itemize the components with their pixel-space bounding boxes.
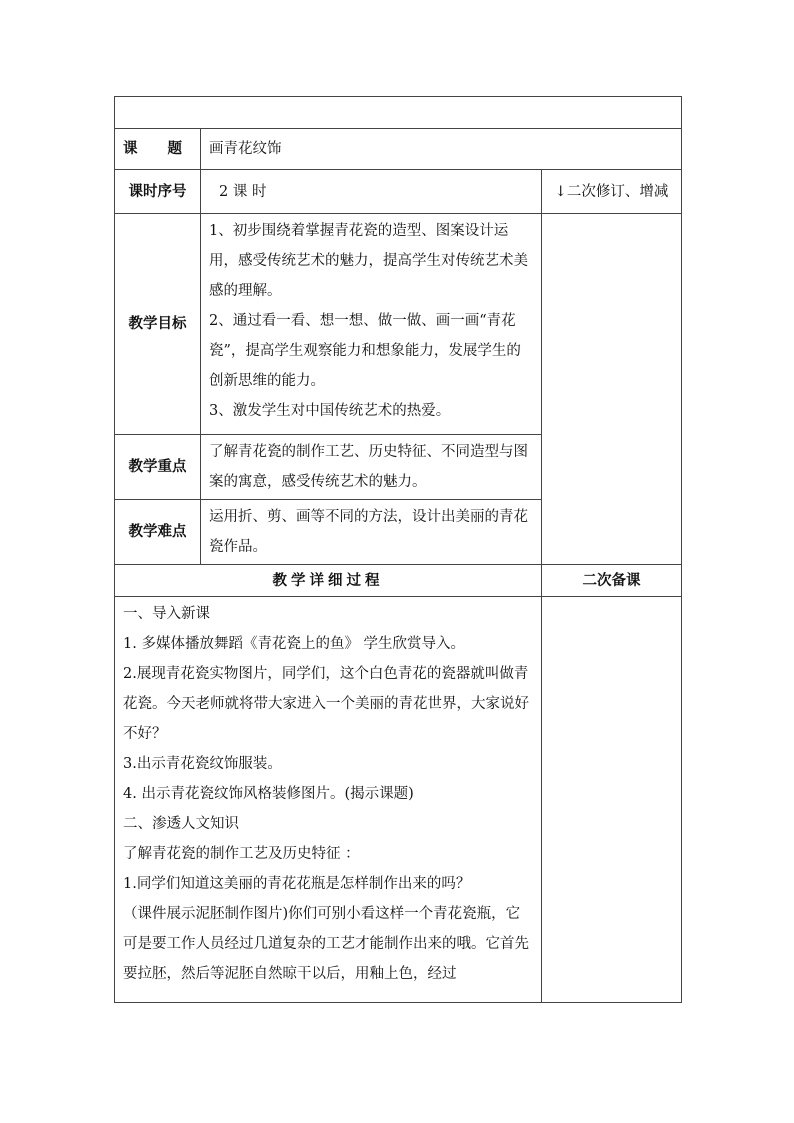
process-line: 1.同学们知道这美丽的青花花瓶是怎样制作出来的吗？ — [123, 876, 471, 892]
key-label: 教学重点 — [115, 435, 201, 500]
process-line: 了解青花瓷的制作工艺及历史特征 ： — [123, 846, 360, 862]
process-line: 3.出示青花瓷纹饰服装。 — [123, 756, 282, 772]
process-line: 2.展现青花瓷实物图片，同学们，这个白色青花的瓷器就叫做青花瓷。今天老师就将带大家进入一个美丽的青花世界，大家说好不好？ — [123, 666, 529, 742]
process-line: （课件展示泥胚制作图片)你们可别小看这样一个青花瓷瓶，它可是要工作人员经过几道复杂的工艺才能制作出来的哦。它首先要拉胚，然后等泥胚自然晾干以后，用釉上色，经过 — [123, 906, 529, 982]
backup-cell — [542, 597, 682, 1003]
process-header: 教学详细过程 — [115, 565, 542, 597]
process-header-row — [115, 565, 682, 597]
period-row — [115, 170, 682, 214]
revision-cell — [542, 214, 682, 565]
title-row — [115, 129, 682, 170]
blank-top-cell — [115, 97, 682, 129]
difficulty-label: 教学难点 — [115, 500, 201, 565]
goals-row — [115, 214, 682, 435]
title-label — [115, 129, 201, 170]
process-line: 二、渗透人文知识 — [123, 816, 239, 832]
backup-header: 二次备课 — [542, 565, 682, 597]
goals-label: 教学目标 — [115, 214, 201, 435]
process-line: 1. 多媒体播放舞蹈《青花瓷上的鱼》 学生欣赏导入。 — [123, 636, 466, 652]
goal-item: 2、通过看一看、想一想、做一做、画一画“青花瓷”，提高学生观察能力和想象能力，发展学生的创新思维的能力。 — [209, 313, 521, 389]
lesson-plan-table — [114, 96, 682, 1003]
blank-top-row — [115, 97, 682, 129]
process-row — [115, 597, 682, 1003]
title-value: 画青花纹饰 — [201, 129, 682, 170]
process-content — [115, 597, 542, 1003]
goal-item: 3、激发学生对中国传统艺术的热爱。 — [209, 403, 451, 419]
process-line: 一、导入新课 — [123, 606, 210, 622]
process-line: 4. 出示青花瓷纹饰风格装修图片。(揭示课题) — [123, 786, 414, 802]
revision-note: ↓二次修订、增减 — [542, 170, 682, 214]
title-label-left: 课 — [123, 141, 138, 157]
period-label: 课时序号 — [115, 170, 201, 214]
difficulty-value: 运用折、剪、画等不同的方法，设计出美丽的青花瓷作品。 — [201, 500, 542, 565]
goals-content — [201, 214, 542, 435]
period-value: 2 课 时 — [201, 170, 542, 214]
title-label-right: 题 — [167, 141, 182, 157]
goal-item: 1、初步围绕着掌握青花瓷的造型、图案设计运用，感受传统艺术的魅力，提高学生对传统艺术美感的理解。 — [209, 223, 528, 299]
key-value: 了解青花瓷的制作工艺、历史特征、不同造型与图案的寓意，感受传统艺术的魅力。 — [201, 435, 542, 500]
